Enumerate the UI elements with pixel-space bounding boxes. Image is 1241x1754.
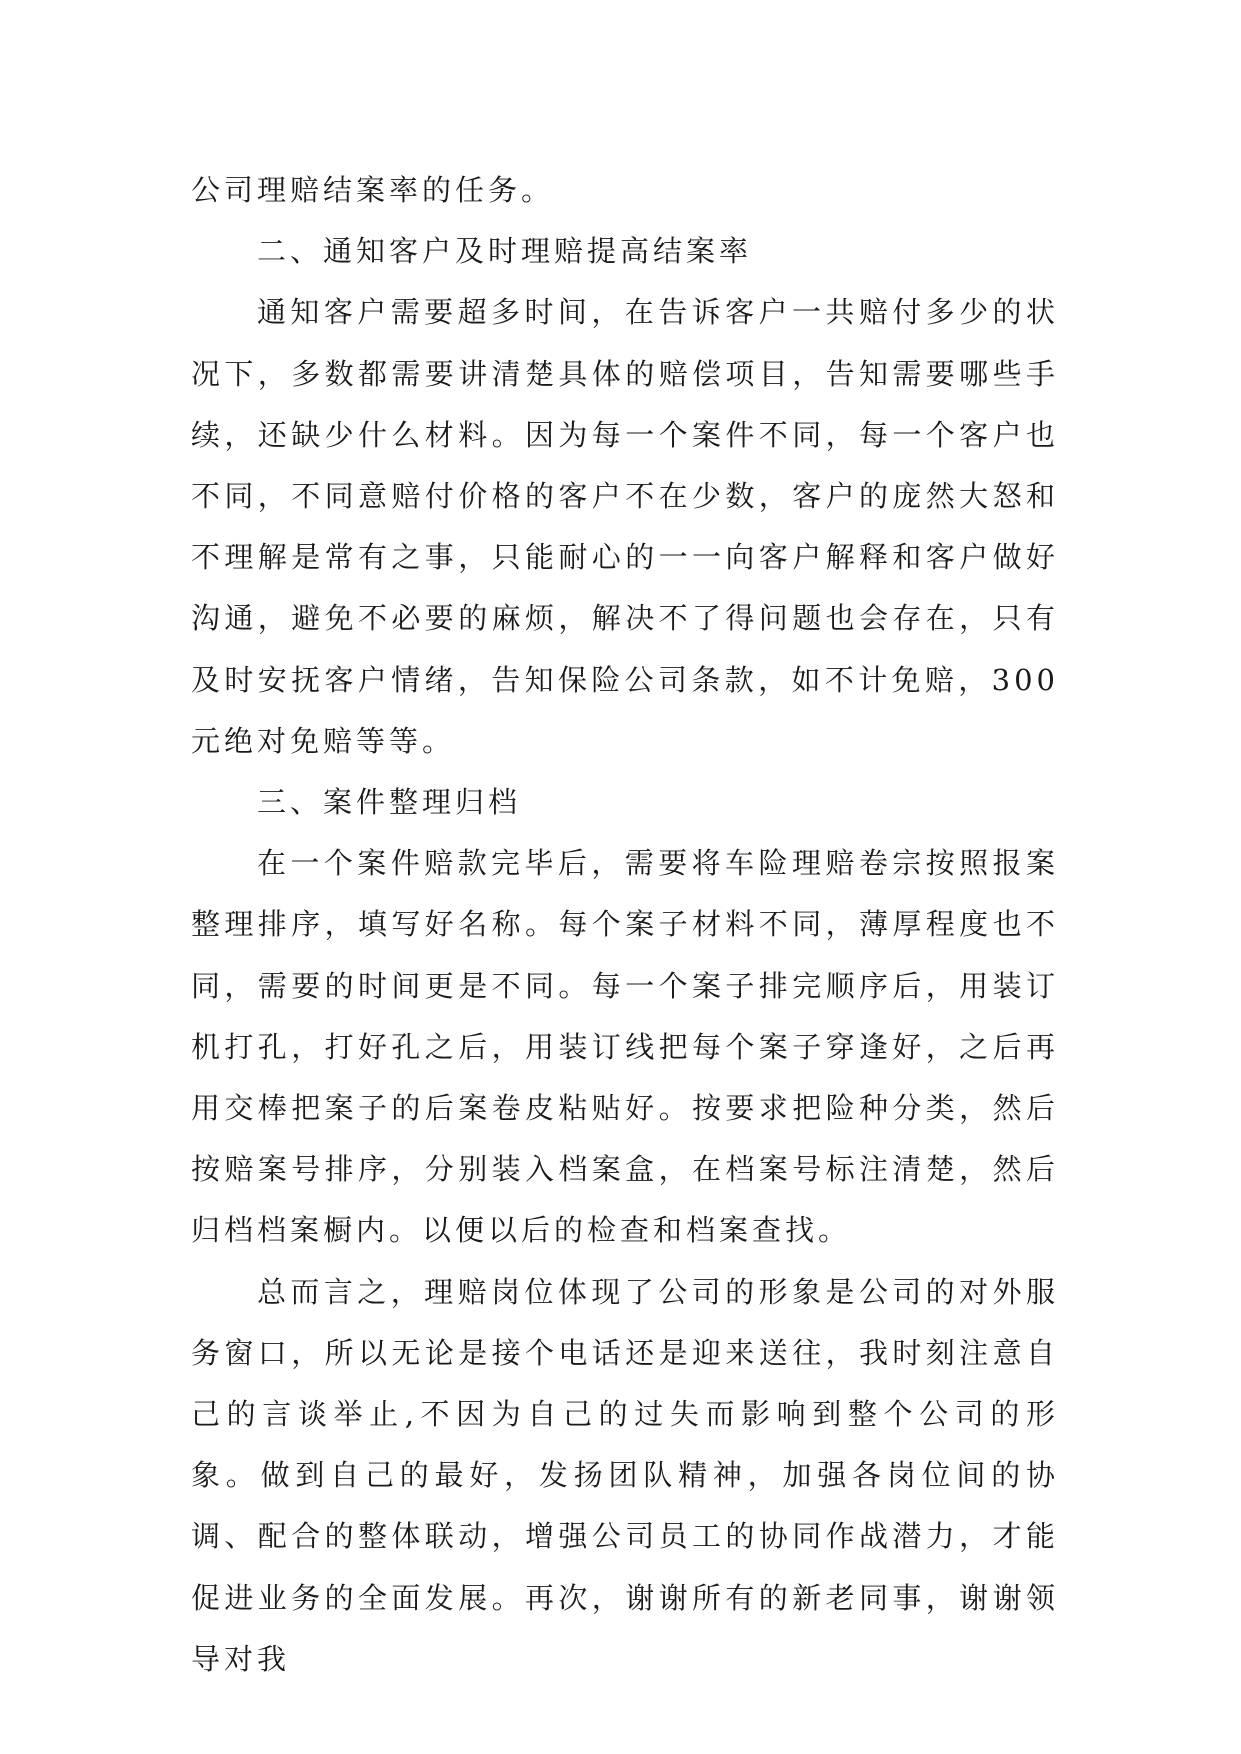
paragraph-conclusion: 总而言之，理赔岗位体现了公司的形象是公司的对外服务窗口，所以无论是接个电话还是迎来送往，我时刻注意自己的言谈举止,不因为自己的过失而影响到整个公司的形象。做到自己的最好，发扬团队精神，加强各岗位间的协调、配合的整体联动，增强公司员工的协同作战潜力，才能促进业务的全面发展。再次，谢谢所有的新老同事，谢谢领导对我: [191, 1274, 1059, 1676]
document-body: [191, 160, 1059, 1690]
paragraph-case-archiving: 在一个案件赔款完毕后，需要将车险理赔卷宗按照报案整理排序，填写好名称。每个案子材料不同，薄厚程度也不同，需要的时间更是不同。每一个案子排完顺序后，用装订机打孔，打好孔之后，用装订线把每个案子穿逢好，之后再用交棒把案子的后案卷皮粘贴好。按要求把险种分类，然后按赔案号排序，分别装入档案盒，在档案号标注清楚，然后归档档案橱内。以便以后的检查和档案查找。: [191, 846, 1059, 1248]
paragraph-notify-customers: 通知客户需要超多时间，在告诉客户一共赔付多少的状况下，多数都需要讲清楚具体的赔偿项目，告知需要哪些手续，还缺少什么材料。因为每一个案件不同，每一个客户也不同，不同意赔付价格的客户不在少数，客户的庞然大怒和不理解是常有之事，只能耐心的一一向客户解释和客户做好沟通，避免不必要的麻烦，解决不了得问题也会存在，只有及时安抚客户情绪，告知保险公司条款，如不计免赔，300元绝对免赔等等。: [191, 295, 1059, 758]
section-heading-notify-customers: 二、通知客户及时理赔提高结案率: [257, 234, 753, 269]
paragraph-continuation: 公司理赔结案率的任务。: [191, 173, 555, 207]
section-heading-case-archiving: 三、案件整理归档: [257, 785, 522, 820]
